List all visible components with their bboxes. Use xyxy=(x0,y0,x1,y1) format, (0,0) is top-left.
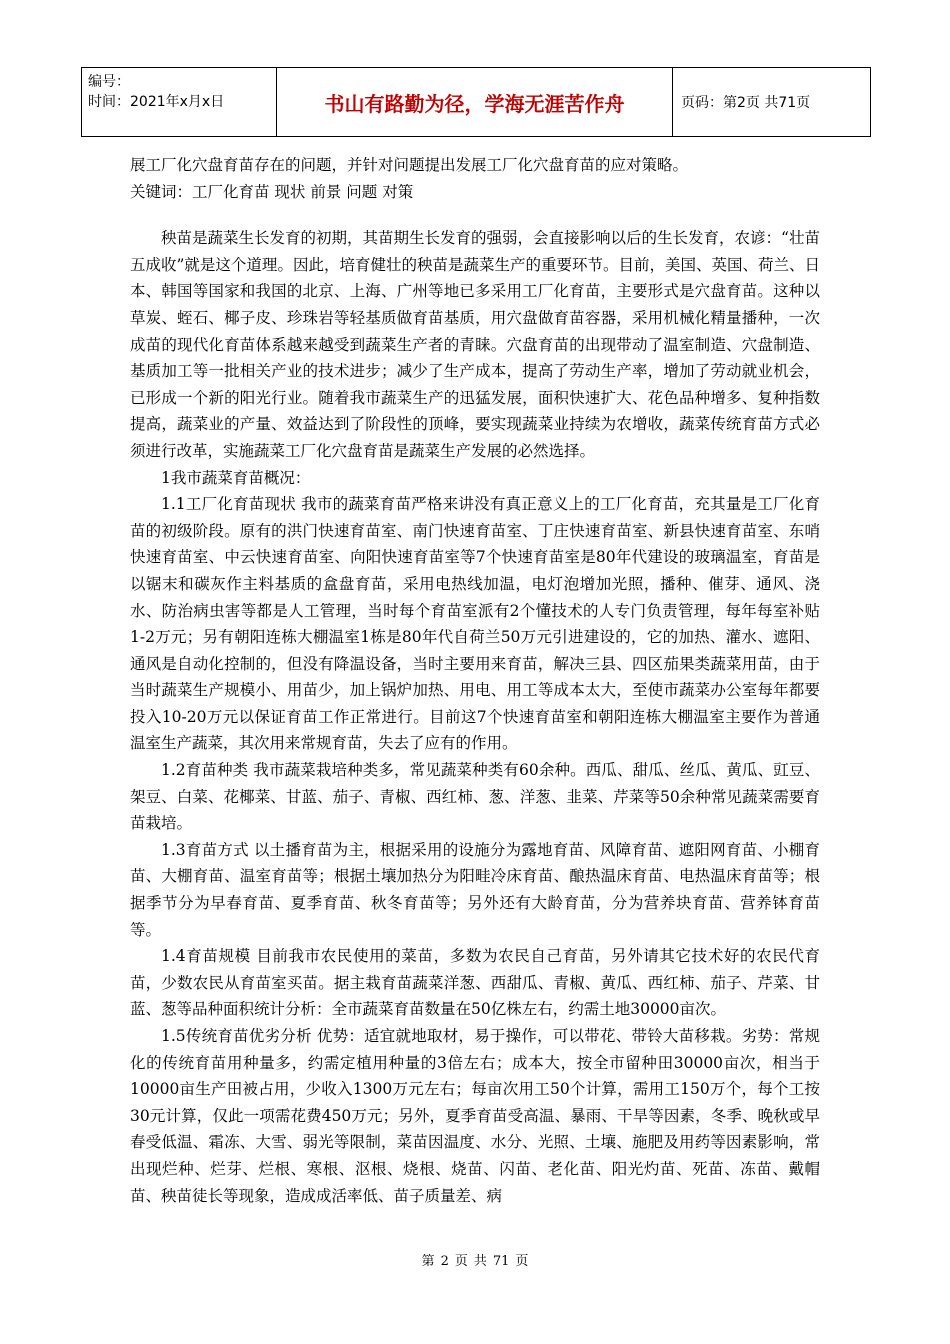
paragraph-intro: 秧苗是蔬菜生长发育的初期，其苗期生长发育的强弱，会直接影响以后的生长发育，农谚：“壮苗五成收”就是这个道理。因此，培育健壮的秧苗是蔬菜生产的重要环节。目前，美国、英国、荷兰、日本、韩国等国家和我国的北京、上海、广州等地已多采用工厂化育苗，主要形式是穴盘育苗。这种以草炭、蛭石、椰子皮、珍珠岩等轻基质做育苗基质，用穴盘做育苗容器，采用机械化精量播种，一次成苗的现代化育苗体系越来越受到蔬菜生产者的青睐。穴盘育苗的出现带动了温室制造、穴盘制造、基质加工等一批相关产业的技术进步；减少了生产成本，提高了劳动生产率，增加了劳动就业机会，已形成一个新的阳光行业。随着我市蔬菜生产的迅猛发展，面积快速扩大、花色品种增多、复种指数提高，蔬菜业的产量、效益达到了阶段性的顶峰，要实现蔬菜业持续为农增收，蔬菜传统育苗方式必须进行改革，实施蔬菜工厂化穴盘育苗是蔬菜生产发展的必然选择。 xyxy=(130,229,820,460)
keywords: 关键词：工厂化育苗 现状 前景 问题 对策 xyxy=(130,182,414,201)
footer-total-pages: 71 xyxy=(492,1254,510,1269)
paragraph-1-1: 1.1工厂化育苗现状 我市的蔬菜育苗严格来讲没有真正意义上的工厂化育苗，充其量是工厂化育苗的初级阶段。原有的洪门快速育苗室、南门快速育苗室、丁庄快速育苗室、新县快速育苗室、东哨快速育苗室、中云快速育苗室、向阳快速育苗室等7个快速育苗室是80年代建设的玻璃温室，育苗是以锯末和碳灰作主料基质的盒盘育苗，采用电热线加温，电灯泡增加光照，播种、催芽、通风、浇水、防治病虫害等都是人工管理，当时每个育苗室派有2个懂技术的人专门负责管理，每年每室补贴1-2万元；另有朝阳连栋大棚温室1栋是80年代自荷兰50万元引进建设的，它的加热、灌水、遮阳、通风是自动化控制的，但没有降温设备，当时主要用来育苗，解决三县、四区茄果类蔬菜用苗，由于当时蔬菜生产规模小、用苗少，加上锅炉加热、用电、用工等成本太大，至使市蔬菜办公室每年都要投入10-20万元以保证育苗工作正常进行。目前这7个快速育苗室和朝阳连栋大棚温室主要作为普通温室生产蔬菜，其次用来常规育苗，失去了应有的作用。 xyxy=(130,495,820,753)
section-heading: 1我市蔬菜育苗概况： xyxy=(161,468,311,487)
footer-page-unit: 页 xyxy=(454,1254,468,1269)
document-time-label: 时间：2021年x月x日 xyxy=(88,94,225,110)
page-header xyxy=(81,67,871,137)
paragraph-1-4: 1.4育苗规模 目前我市农民使用的菜苗，多数为农民自己育苗，另外请其它技术好的农民代育苗，少数农民从育苗室买苗。据主栽育苗蔬菜洋葱、西甜瓜、青椒、黄瓜、西红柿、茄子、芹菜、甘蓝、葱等品种面积统计分析：全市蔬菜育苗数量在50亿株左右，约需土地30000亩次。 xyxy=(130,947,820,1019)
header-meta xyxy=(82,68,277,136)
intro-tail: 展工厂化穴盘育苗存在的问题，并针对问题提出发展工厂化穴盘育苗的应对策略。 xyxy=(130,156,689,174)
paragraph-1-5: 1.5传统育苗优劣分析 优势：适宜就地取材，易于操作，可以带花、带铃大苗移栽。劣势：常规化的传统育苗用种量多，约需定植用种量的3倍左右；成本大，按全市留种田30000亩次，相当于10000亩生产田被占用，少收入1300万元左右；每亩次用工50个计算，需用工150万个，每个工按30元计算，仅此一项需花费450万元；另外，夏季育苗受高温、暴雨、干旱等因素，冬季、晚秋或早春受低温、霜冻、大雪、弱光等限制，菜苗因温度、水分、光照、土壤、施肥及用药等因素影响，常出现烂种、烂芽、烂根、寒根、沤根、烧根、烧苗、闪苗、老化苗、阳光灼苗、死苗、冻苗、戴帽苗、秧苗徒长等现象，造成成活率低、苗子质量差、病 xyxy=(130,1027,820,1205)
paragraph-1-2: 1.2育苗种类 我市蔬菜栽培种类多，常见蔬菜种类有60余种。西瓜、甜瓜、丝瓜、黄瓜、豇豆、架豆、白菜、花椰菜、甘蓝、茄子、青椒、西红柿、葱、洋葱、韭菜、芹菜等50余种常见蔬菜需要育苗栽培。 xyxy=(130,761,820,833)
paragraph-gap xyxy=(130,205,820,225)
document-number-label: 编号： xyxy=(88,74,130,90)
paragraph-1-3: 1.3育苗方式 以土播育苗为主，根据采用的设施分为露地育苗、风障育苗、遮阳网育苗、小棚育苗、大棚育苗、温室育苗等；根据土壤加热分为阳畦冷床育苗、酿热温床育苗、电热温床育苗等；根据季节分为早春育苗、夏季育苗、秋冬育苗等；另外还有大龄育苗，分为营养块育苗、营养钵育苗等。 xyxy=(130,840,820,939)
footer-total-unit: 页 xyxy=(515,1254,529,1269)
header-motto: 书山有路勤为径，学海无涯苦作舟 xyxy=(277,68,673,136)
header-page-info: 页码：第2页 共71页 xyxy=(681,95,811,111)
page-footer xyxy=(0,1250,950,1269)
footer-page-prefix: 第 xyxy=(421,1254,435,1269)
document-body xyxy=(130,152,820,1209)
footer-total-prefix: 共 xyxy=(473,1254,487,1269)
footer-page-number: 2 xyxy=(440,1254,449,1269)
